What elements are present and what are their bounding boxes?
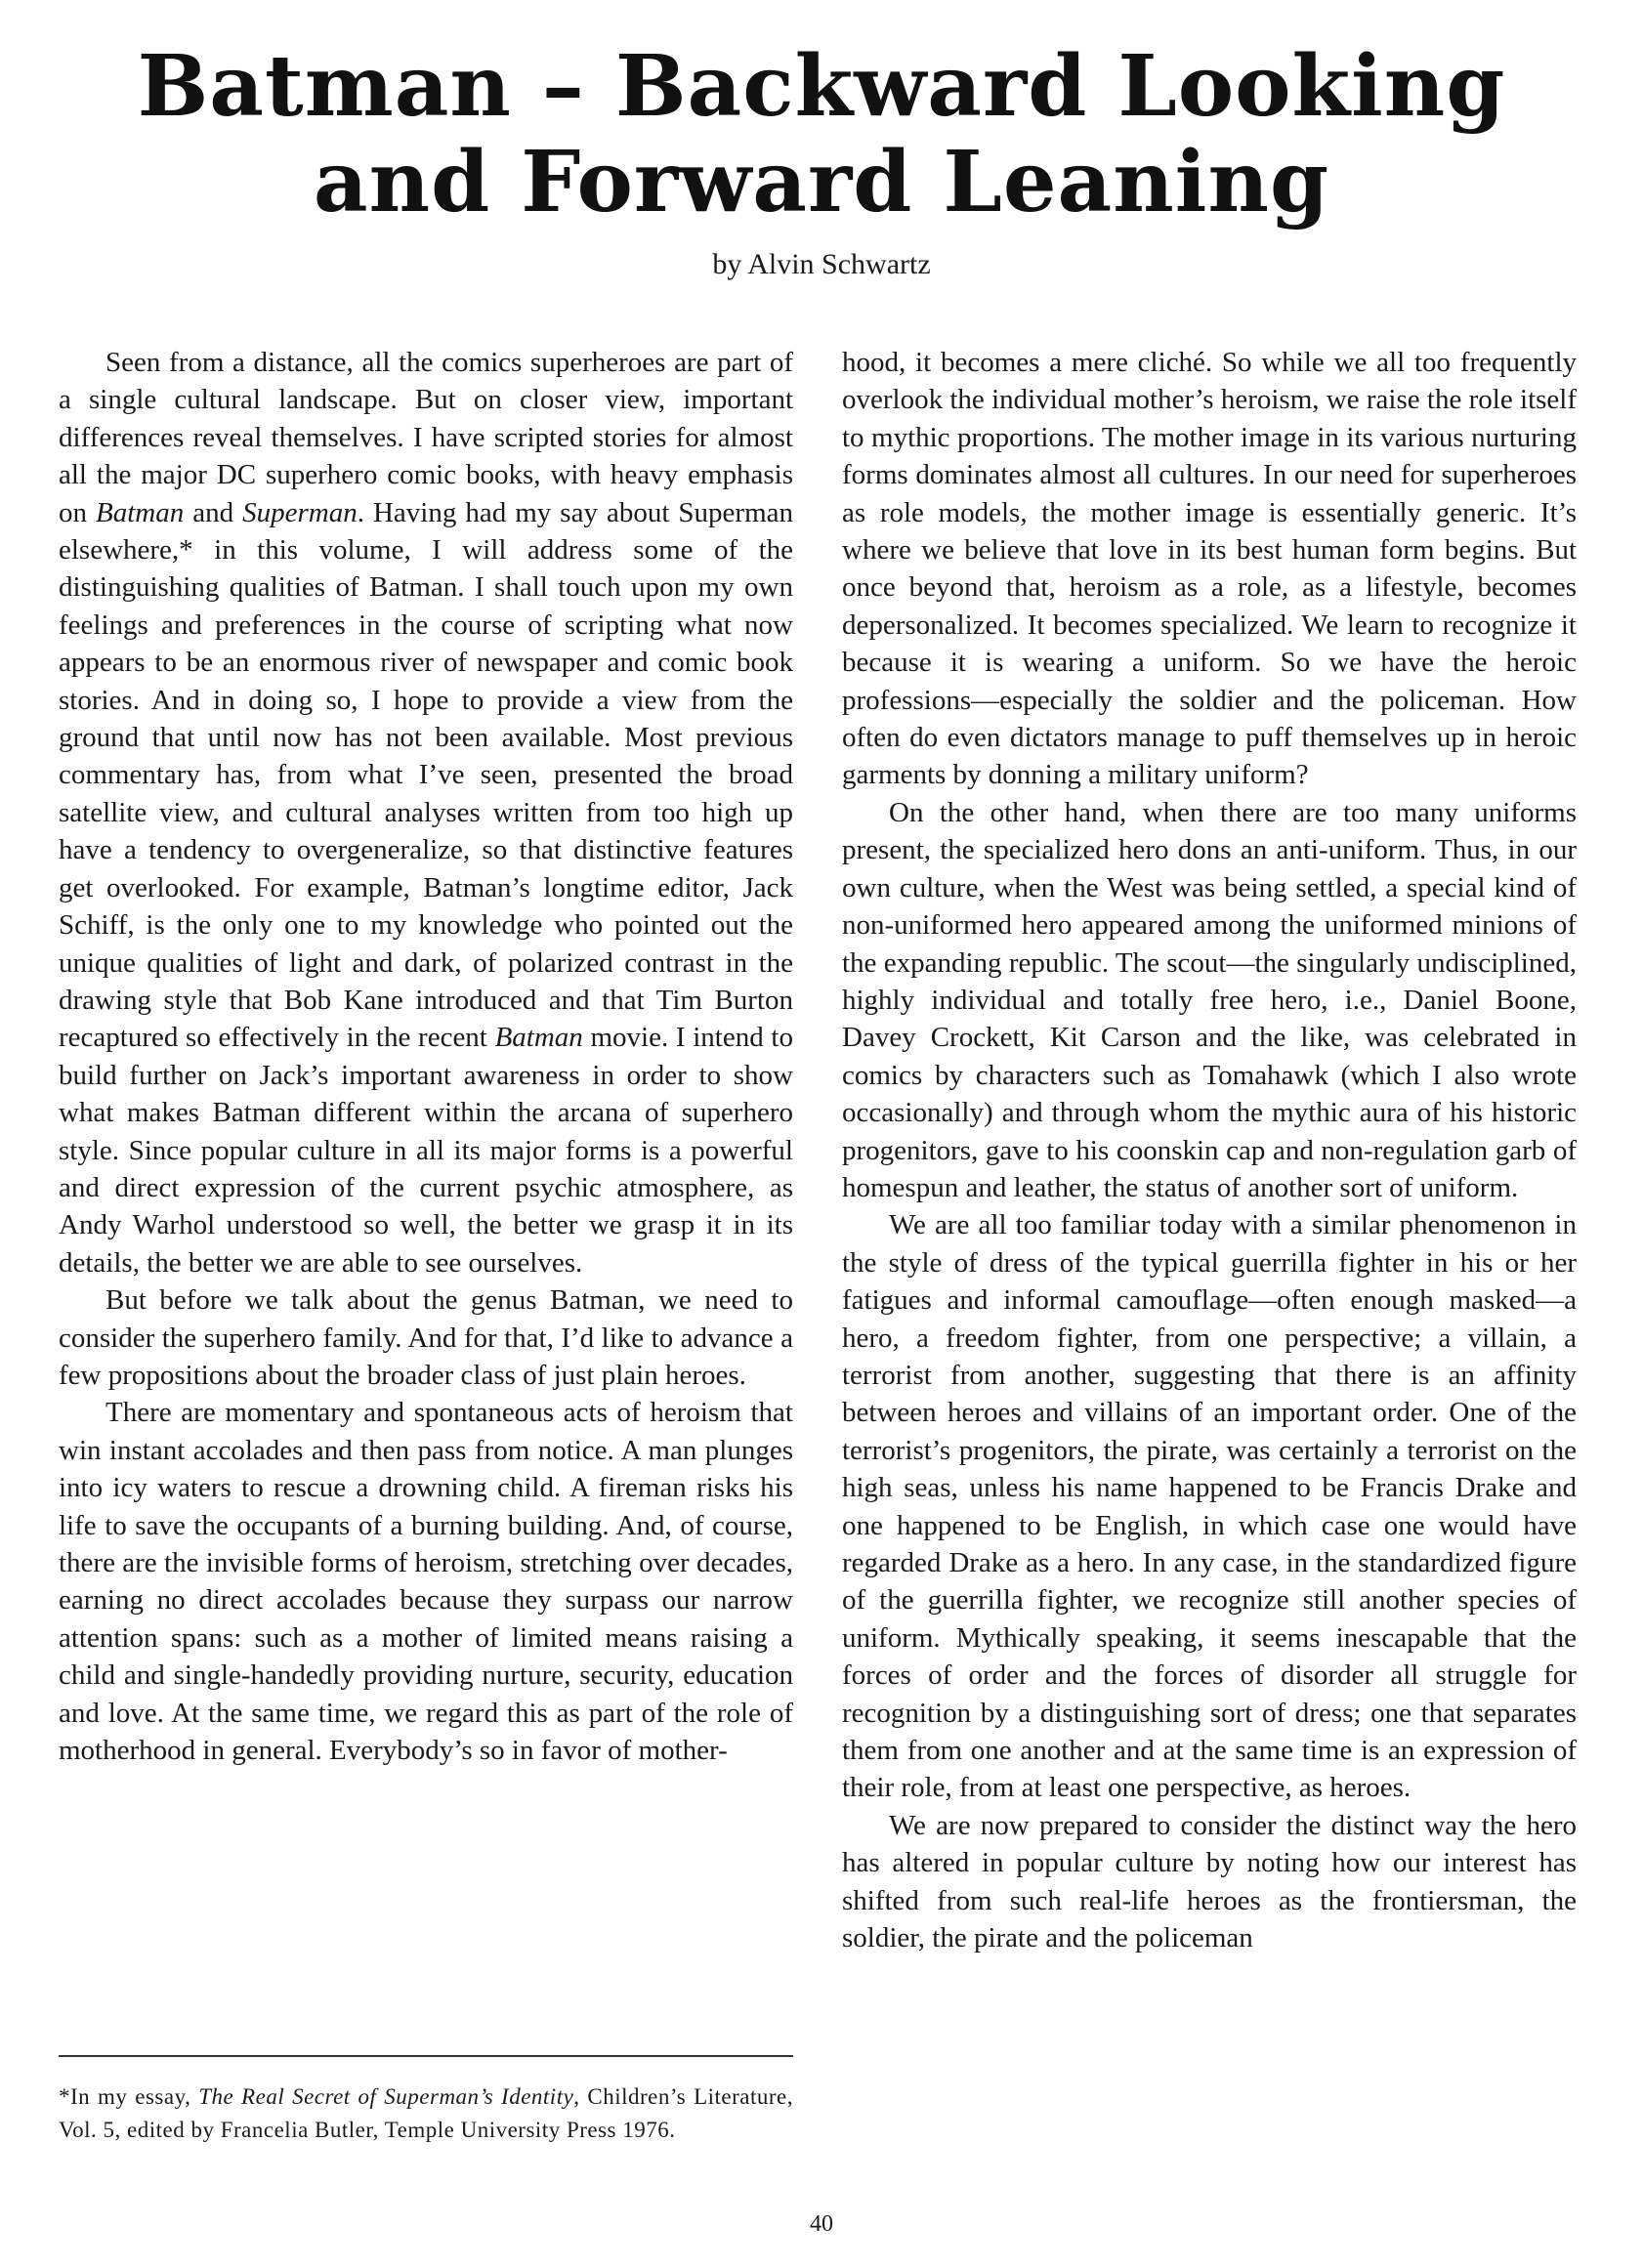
emphasis-batman: Batman [96, 496, 185, 528]
paragraph: But before we talk about the genus Batman, we need to consider the superhero family. And for that, I’d like to advance a few propositions about the broader class of just plain heroes. [59, 1284, 793, 1391]
footnote-divider [59, 2055, 793, 2057]
emphasis-superman: Superman [242, 496, 358, 528]
article-title-line-2: and Forward Leaning [313, 133, 1330, 231]
emphasis-batman-movie: Batman [494, 1022, 583, 1054]
right-column [842, 344, 1577, 1956]
footnote: *In my essay, The Real Secret of Superman’s Identity, Children’s Literature, Vol. 5, edited by Francelia Butler, Temple University Press 1976. [59, 2084, 794, 2142]
paragraph: We are now prepared to consider the distinct way the hero has altered in popular culture by noting how our interest has shifted from such real-life heroes as the frontiersman, the soldier, the pirate and the policeman [842, 1809, 1577, 1954]
paragraph: On the other hand, when there are too many uniforms present, the specialized hero dons an anti-uniform. Thus, in our own culture, when the West was being settled, a special kind of non-uniformed hero appeared among the uniformed minions of the expanding republic. The scout—the singularly undisciplined, highly individual and totally free hero, i.e., Daniel Boone, Davey Crockett, Kit Carson and the like, was celebrated in comics by characters such as Tomahawk (which I also wrote occasionally) and through whom the mythic aura of his historic progenitors, gave to his coonskin cap and non-regulation garb of homespun and leather, the status of another sort of uniform. [842, 796, 1577, 1203]
paragraph: Seen from a distance, all the comics superheroes are part of a single cultural landscape. But on closer view, important differences reveal themselves. I have scripted stories for almost all the major DC superhero comic books, with heavy emphasis on Batman and Superman. Having had my say about Superman elsewhere,* in this volume, I will address some of the distinguishing qualities of Batman. I shall touch upon my own feelings and preferences in the course of scripting what now appears to be an enormous river of newspaper and comic book stories. And in doing so, I hope to provide a view from the ground that until now has not been available. Most previous commentary has, from what I’ve seen, presented the broad satellite view, and cultural analyses written from too high up have a tendency to overgeneralize, so that distinctive features get overlooked. For example, Batman’s longtime editor, Jack Schiff, is the only one to my knowledge who pointed out the unique qualities of light and dark, of polarized contrast in the drawing style that Bob Kane introduced and that Tim Burton recaptured so effectively in the recent Batman movie. I intend to build further on Jack’s important awareness in order to show what makes Batman different within the arcana of superhero style. Since popular culture in all its major forms is a powerful and direct expression of the current psychic atmosphere, as Andy Warhol understood so well, the better we grasp it in its details, the better we are able to see ourselves. [59, 347, 793, 1279]
paragraph: We are all too familiar today with a similar phenomenon in the style of dress of the typical guerrilla fighter in his or her fatigues and informal camouflage—often enough masked—a hero, a freedom fighter, from one perspective; a villain, a terrorist from another, suggesting that there is an affinity between heroes and villains of an important order. One of the terrorist’s progenitors, the pirate, was certainly a terrorist on the high seas, unless his name happened to be Francis Drake and one happened to be English, in which case one would have regarded Drake as a hero. In any case, in the standardized figure of the guerrilla fighter, we recognize still another species of uniform. Mythically speaking, it seems inescapable that the forces of order and the forces of disorder all struggle for recognition by a distinguishing sort of dress; one that separates them from one another and at the same time is an expression of their role, from at least one perspective, as heroes. [842, 1209, 1577, 1804]
page-number: 40 [810, 2211, 833, 2237]
article-title-line-1: Batman – Backward Looking [137, 37, 1506, 136]
byline: by Alvin Schwartz [712, 248, 931, 280]
paragraph: hood, it becomes a mere cliché. So while we all too frequently overlook the individual mother’s heroism, we raise the role itself to mythic proportions. The mother image in its various nurturing forms dominates almost all cultures. In our need for superheroes as role models, the mother image is essentially generic. It’s where we believe that love in its best human form begins. But once beyond that, heroism as a role, as a lifestyle, becomes depersonalized. It becomes specialized. We learn to recognize it because it is wearing a uniform. So we have the heroic professions—especially the soldier and the policeman. How often do even dictators manage to puff themselves up in heroic garments by donning a military uniform? [842, 347, 1577, 791]
article-title [0, 39, 1643, 231]
left-column [59, 344, 793, 1769]
paragraph: There are momentary and spontaneous acts of heroism that win instant accolades and then pass from notice. A man plunges into icy waters to rescue a drowning child. A fireman risks his life to save the occupants of a burning building. And, of course, there are the invisible forms of heroism, stretching over decades, earning no direct accolades because they surpass our narrow attention spans: such as a mother of limited means raising a child and single-handedly providing nurture, security, education and love. At the same time, we regard this as part of the role of motherhood in general. Everybody’s so in favor of mother- [59, 1397, 793, 1767]
footnote-essay-title: The Real Secret of Superman’s Identity [198, 2084, 574, 2109]
